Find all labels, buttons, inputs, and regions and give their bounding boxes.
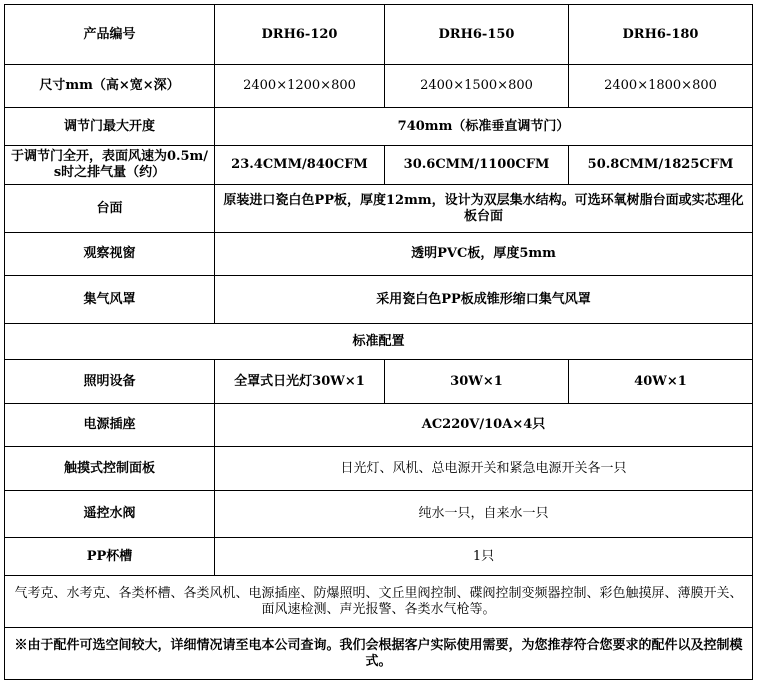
window-label: 观察视窗 bbox=[5, 233, 215, 276]
panel-value: 日光灯、风机、总电源开关和紧急电源开关各一只 bbox=[215, 447, 753, 491]
row-window bbox=[5, 233, 753, 276]
size-120: 2400×1200×800 bbox=[215, 65, 385, 108]
sink-value: 1只 bbox=[215, 538, 753, 576]
row-size bbox=[5, 65, 753, 108]
remote-valve-value: 纯水一只，自来水一只 bbox=[215, 491, 753, 538]
hood-value: 采用瓷白色PP板成锥形缩口集气风罩 bbox=[215, 276, 753, 324]
model-label: 产品编号 bbox=[5, 5, 215, 65]
lighting-180: 40W×1 bbox=[569, 360, 753, 404]
remote-valve-label: 遥控水阀 bbox=[5, 491, 215, 538]
sink-label: PP杯槽 bbox=[5, 538, 215, 576]
lighting-120: 全罩式日光灯30W×1 bbox=[215, 360, 385, 404]
valve-label: 调节门最大开度 bbox=[5, 108, 215, 146]
row-sink bbox=[5, 538, 753, 576]
valve-value: 740mm（标准垂直调节门） bbox=[215, 108, 753, 146]
socket-label: 电源插座 bbox=[5, 404, 215, 447]
model-180: DRH6-180 bbox=[569, 5, 753, 65]
row-socket bbox=[5, 404, 753, 447]
options-note: 气考克、水考克、各类杯槽、各类风机、电源插座、防爆照明、文丘里阀控制、碟阀控制变频器控制、彩色触摸屏、薄膜开关、面风速检测、声光报警、各类水气枪等。 bbox=[5, 576, 753, 628]
row-lighting bbox=[5, 360, 753, 404]
row-model bbox=[5, 5, 753, 65]
row-exhaust bbox=[5, 146, 753, 185]
panel-label: 触摸式控制面板 bbox=[5, 447, 215, 491]
hood-label: 集气风罩 bbox=[5, 276, 215, 324]
exhaust-180: 50.8CMM/1825CFM bbox=[569, 146, 753, 185]
row-hood bbox=[5, 276, 753, 324]
spec-table bbox=[4, 4, 753, 680]
row-valve bbox=[5, 108, 753, 146]
exhaust-120: 23.4CMM/840CFM bbox=[215, 146, 385, 185]
lighting-150: 30W×1 bbox=[385, 360, 569, 404]
row-panel bbox=[5, 447, 753, 491]
model-120: DRH6-120 bbox=[215, 5, 385, 65]
row-footer-note bbox=[5, 628, 753, 680]
worktop-label: 台面 bbox=[5, 185, 215, 233]
row-worktop bbox=[5, 185, 753, 233]
lighting-label: 照明设备 bbox=[5, 360, 215, 404]
size-150: 2400×1500×800 bbox=[385, 65, 569, 108]
size-180: 2400×1800×800 bbox=[569, 65, 753, 108]
row-standard bbox=[5, 324, 753, 360]
row-remote-valve bbox=[5, 491, 753, 538]
row-options-note bbox=[5, 576, 753, 628]
window-value: 透明PVC板，厚度5mm bbox=[215, 233, 753, 276]
exhaust-150: 30.6CMM/1100CFM bbox=[385, 146, 569, 185]
footer-note: ※由于配件可选空间较大，详细情况请至电本公司查询。我们会根据客户实际使用需要，为您推荐符合您要求的配件以及控制模式。 bbox=[5, 628, 753, 680]
socket-value: AC220V/10A×4只 bbox=[215, 404, 753, 447]
worktop-value: 原装进口瓷白色PP板，厚度12mm，设计为双层集水结构。可选环氧树脂台面或实芯理化板台面 bbox=[215, 185, 753, 233]
size-label: 尺寸mm（高×宽×深） bbox=[5, 65, 215, 108]
exhaust-label: 于调节门全开，表面风速为0.5m/s时之排气量（约） bbox=[5, 146, 215, 185]
model-150: DRH6-150 bbox=[385, 5, 569, 65]
standard-config-heading: 标准配置 bbox=[5, 324, 753, 360]
